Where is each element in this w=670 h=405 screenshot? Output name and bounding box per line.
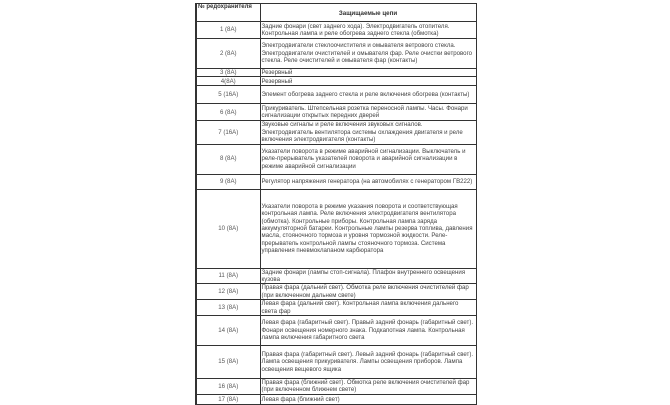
- protected-circuits-cell: Левая фара (габаритный свет). Правый задний фонарь (габаритный свет). Фонари освещения номерного знака. Подкапотная лампа. Контрольная лампа включения габаритного света: [260, 316, 476, 346]
- fuse-number-cell: 15 (8А): [196, 346, 260, 379]
- protected-circuits-cell: Задние фонари (свет заднего хода). Электродвигатель отопителя. Контрольная лампа и реле обогрева заднего стекла (обмотка): [260, 22, 476, 39]
- fuse-number-cell: 17 (8А): [196, 394, 260, 404]
- protected-circuits-cell: Регулятор напряжения генератора (на автомобилях с генератором ГВ222): [260, 174, 476, 189]
- table-row: [196, 346, 476, 379]
- fuse-number-cell: 5 (16А): [196, 86, 260, 104]
- table-row: [196, 189, 476, 268]
- table-row: [196, 77, 476, 86]
- table-row: [196, 39, 476, 69]
- table-row: [196, 174, 476, 189]
- protected-circuits-cell: Левая фара (ближний свет): [260, 394, 476, 404]
- fuse-number-cell: 12 (8А): [196, 284, 260, 300]
- fuse-number-cell: 10 (8А): [196, 189, 260, 268]
- protected-circuits-cell: Резервный: [260, 77, 476, 86]
- fuse-number-cell: 3 (8А): [196, 69, 260, 77]
- protected-circuits-cell: Указатели поворота в режиме аварийной сигнализации. Выключатель и реле-прерыватель указателей поворота и аварийной сигнализации в режиме аварийной сигнализации: [260, 144, 476, 174]
- protected-circuits-cell: Левая фара (дальний свет). Контрольная лампа включения дальнего света фар: [260, 300, 476, 316]
- header-fuse-number: № редохранителя: [196, 4, 260, 22]
- protected-circuits-cell: Элемент обогрева заднего стекла и реле включения обогрева (контакты): [260, 86, 476, 104]
- table-header-row: [196, 4, 476, 22]
- table-row: [196, 268, 476, 284]
- table-row: [196, 86, 476, 104]
- protected-circuits-cell: Указатели поворота в режиме указания поворота и соответствующая контрольная лампа. Реле включения электродвигателя вентилятора (обмотка). Контрольные приборы. Контрольная лампа заряда аккумуляторной батареи. Контрольные лампы резерва топлива, давления масла, стояночного тормоза и уровня тормозной жидкости. Реле-прерыватель контрольной лампы стояночного тормоза. Система управления пневмоклапаном карбюратора: [260, 189, 476, 268]
- table-row: [196, 394, 476, 404]
- table-row: [196, 379, 476, 395]
- protected-circuits-cell: Задние фонари (лампы стоп-сигнала). Плафон внутреннего освещения кузова: [260, 268, 476, 284]
- fuse-number-cell: 2 (8А): [196, 39, 260, 69]
- fuse-number-cell: 13 (8А): [196, 300, 260, 316]
- header-protected-circuits: Защищаемые цепи: [260, 4, 476, 22]
- protected-circuits-cell: Резервный: [260, 69, 476, 77]
- protected-circuits-cell: Электродвигатели стеклоочистителя и омывателя ветрового стекла. Электродвигатели очистителей и омывателя фар. Реле очистки ветрового стекла. Реле очистителей и омывателя фар (контакты): [260, 39, 476, 69]
- table-row: [196, 284, 476, 300]
- table-row: [196, 22, 476, 39]
- protected-circuits-cell: Прикуриватель. Штепсельная розетка переносной лампы. Часы. Фонари сигнализации открытых передних дверей: [260, 104, 476, 121]
- fuse-number-cell: 7 (16А): [196, 121, 260, 144]
- fuse-number-cell: 8 (8А): [196, 144, 260, 174]
- protected-circuits-cell: Правая фара (дальний свет). Обмотка реле включения очистителей фар (при включенном дальнем свете): [260, 284, 476, 300]
- protected-circuits-cell: Правая фара (ближний свет). Обмотка реле включения очистителей фар (при включенном ближнем свете): [260, 379, 476, 395]
- table-row: [196, 300, 476, 316]
- fuse-number-cell: 14 (8А): [196, 316, 260, 346]
- fuse-number-cell: 11 (8А): [196, 268, 260, 284]
- fuse-number-cell: 16 (8А): [196, 379, 260, 395]
- fuse-number-cell: 9 (8А): [196, 174, 260, 189]
- table-row: [196, 69, 476, 77]
- table-row: [196, 316, 476, 346]
- fuse-number-cell: 1 (8А): [196, 22, 260, 39]
- fuse-number-cell: 6 (8А): [196, 104, 260, 121]
- table-row: [196, 144, 476, 174]
- fuse-number-cell: 4(8А): [196, 77, 260, 86]
- fuse-table: [195, 3, 477, 405]
- protected-circuits-cell: Правая фара (габаритный свет). Левый задний фонарь (габаритный свет). Лампа освещения прикуривателя. Лампы освещения приборов. Лампа освещения вещевого ящика: [260, 346, 476, 379]
- table-row: [196, 104, 476, 121]
- table-row: [196, 121, 476, 144]
- protected-circuits-cell: Звуковые сигналы и реле включения звуковых сигналов. Электродвигатель вентилятора системы охлаждения двигателя и реле включения электродвигателя (контакты): [260, 121, 476, 144]
